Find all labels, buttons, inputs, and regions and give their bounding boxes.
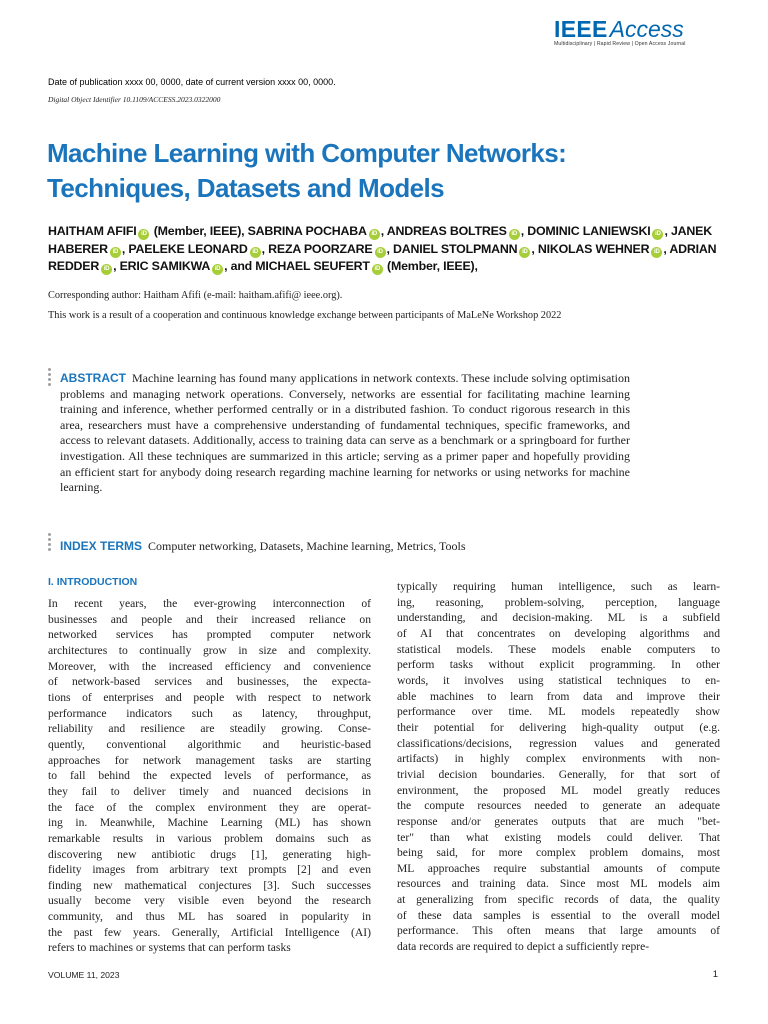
body-line: statistical models. These models enable computers to (397, 642, 720, 656)
author-name: , NIKOLAS WEHNER (531, 241, 650, 256)
body-line: reliability and resilience are steadily growing. Conse- (48, 722, 371, 736)
orcid-icon[interactable]: iD (651, 247, 662, 258)
abstract (60, 371, 630, 496)
body-line: the face of the complex environment they are operat- (48, 800, 371, 814)
orcid-icon[interactable]: iD (212, 264, 223, 275)
body-line: to fall behind the expected levels of performance, as (48, 769, 371, 783)
body-column-right (397, 579, 720, 955)
body-line: usually become very visible even beyond the research (48, 894, 371, 908)
body-line: of network-based services and businesses, the expecta- (48, 675, 371, 689)
paper-title (47, 136, 667, 206)
author-name: (Member, IEEE), (387, 259, 478, 273)
body-line: architectures to continually grow in size and complexity. (48, 643, 371, 657)
author-name: , JANEK HABERER (48, 224, 712, 256)
body-line: remarkable results in various problem domains such as (48, 831, 371, 845)
body-line: performance indicators such as latency, throughput, (48, 706, 371, 720)
body-line: In recent years, the ever-growing interconnection of (48, 597, 371, 610)
body-line: performance. This often means that large amounts of (397, 924, 720, 938)
author-list (48, 223, 728, 276)
body-line: able machines to learn from data and improve their (397, 689, 720, 703)
body-line: of these data samples is essential to the overall model (397, 908, 720, 922)
doi: Digital Object Identifier 10.1109/ACCESS.2023.0322000 (48, 95, 221, 104)
body-line: environment, the proposed ML model greatly reduces (397, 783, 720, 797)
body-line: perform tasks without explicit programming. In other (397, 658, 720, 672)
body-line: resources and training data. Since most ML models aim (397, 877, 720, 891)
body-line: being said, for more complex problem domains, most (397, 846, 720, 860)
body-line: quently, conventional algorithmic and heuristic-based (48, 737, 371, 751)
body-line: ing in. Meanwhile, Machine Learning (ML) has shown (48, 816, 371, 830)
orcid-icon[interactable]: iD (519, 247, 530, 258)
body-line: businesses and people and their increased reliance on (48, 612, 371, 626)
index-terms-text: Computer networking, Datasets, Machine learning, Metrics, Tools (148, 539, 466, 553)
title-line: Machine Learning with Computer Networks: (47, 138, 567, 168)
author-name: , DOMINIC LANIEWSKI (520, 224, 651, 238)
orcid-icon[interactable]: iD (375, 247, 386, 258)
body-line: tions of enterprises and people with respect to network (48, 690, 371, 704)
orcid-icon[interactable]: iD (652, 229, 663, 240)
body-line: performance over time. ML models repeatedly show (397, 705, 720, 719)
page-number: 1 (712, 969, 718, 980)
body-line: discovering new antibiotic drugs [1], generating high- (48, 847, 371, 861)
author-name: (Member, IEEE), SABRINA POCHABA (153, 224, 367, 238)
author-name: HAITHAM AFIFI (48, 224, 137, 238)
cooperation-note: This work is a result of a cooperation and continuous knowledge exchange between participants of MaLeNe Workshop 2022 (48, 310, 562, 321)
body-line: artifacts) in highly complex environments with non- (397, 752, 720, 766)
body-line: they fail to deliver timely and nuanced decisions in (48, 784, 371, 798)
abstract-text: Machine learning has found many applications in network contexts. These include solving optimisation problems and managing network operations. Conversely, networks are essential for facilitating machine learning training and inference, whether performed centrally or in a distributed fashion. To conduct rigorous research in this area, researchers must have a comprehensive understanding of fundamental techniques, specific frameworks, and access to relevant datasets. Additionally, access to training data can serve as a benchmark or a springboard for further investigation. All these techniques are summarized in this article; serving as a primer paper and hopefully providing an efficient start for anybody doing research regarding machine learning for networks or using networks for machine learning. (60, 371, 630, 495)
body-line: the past few years. Generally, Artificial Intelligence (AI) (48, 925, 371, 939)
body-line: of AI that concentrates on developing algorithms and (397, 626, 720, 640)
body-line: their potential for delivering high-quality output (e.g. (397, 720, 720, 734)
body-line: words, it involves using statistical techniques to en- (397, 673, 720, 687)
author-name: , ERIC SAMIKWA (113, 259, 211, 273)
body-line: fidelity images from arbitrary text prompts [2] and even (48, 863, 371, 877)
abstract-marker-icon (48, 368, 52, 388)
orcid-icon[interactable]: iD (250, 247, 261, 258)
body-column-left (48, 596, 371, 956)
body-line: Moreover, with the increased efficiency and convenience (48, 659, 371, 673)
author-name: , PAELEKE LEONARD (121, 241, 248, 256)
logo-access: Access (609, 16, 684, 42)
author-name: , ADRIAN REDDER (48, 241, 717, 273)
body-line: ing, reasoning, problem-solving, perception, language (397, 595, 720, 609)
author-name: , REZA POORZARE (261, 241, 373, 256)
body-line: networked services has prompted computer network (48, 628, 371, 642)
body-line: response and/or generates outputs that are much "bet- (397, 814, 720, 828)
body-line: classifications/decisions, regression values and generated (397, 736, 720, 750)
body-line: at generalizing from specific records of data, the quality (397, 893, 720, 907)
body-line: ML approaches require substantial amounts of compute (397, 861, 720, 875)
author-name: , and MICHAEL SEUFERT (224, 259, 370, 273)
body-line: data records are required to depict a sufficiently repre- (397, 940, 650, 954)
orcid-icon[interactable]: iD (110, 247, 121, 258)
journal-logo (554, 16, 714, 50)
orcid-icon[interactable]: iD (372, 264, 383, 275)
author-name: , ANDREAS BOLTRES (380, 224, 507, 238)
body-line: approaches for network management tasks are starting (48, 753, 371, 767)
author-name: , DANIEL STOLPMANN (386, 241, 518, 256)
body-line: refers to machines or systems that can perform tasks (48, 941, 291, 955)
section-heading: I. INTRODUCTION (48, 576, 138, 588)
abstract-label: ABSTRACT (60, 371, 126, 385)
logo-ieee: IEEE (554, 16, 608, 42)
index-terms-marker-icon (48, 533, 52, 553)
orcid-icon[interactable]: iD (369, 229, 380, 240)
corresponding-author: Corresponding author: Haitham Afifi (e-mail: haitham.afifi@ ieee.org). (48, 290, 343, 301)
orcid-icon[interactable]: iD (101, 264, 112, 275)
body-line: community, and thus ML has soared in popularity in (48, 910, 371, 924)
body-line: typically requiring human intelligence, such as learn- (397, 580, 720, 593)
logo-tagline: Multidisciplinary | Rapid Review | Open Access Journal (554, 41, 686, 47)
body-line: finding new mathematical conjectures [3]. Such successes (48, 878, 371, 892)
body-line: the compute resources needed to generate an adequate (397, 799, 720, 813)
footer-volume: VOLUME 11, 2023 (48, 970, 120, 980)
body-line: understanding, and decision-making. ML is a subfield (397, 611, 720, 625)
index-terms-label: INDEX TERMS (60, 539, 143, 553)
orcid-icon[interactable]: iD (509, 229, 520, 240)
title-line: Techniques, Datasets and Models (47, 173, 445, 203)
body-line: trivial decision boundaries. Generally, for that sort of (397, 767, 720, 781)
body-line: ter" than what existing models could deliver. That (397, 830, 720, 844)
index-terms (60, 539, 660, 554)
orcid-icon[interactable]: iD (138, 229, 149, 240)
publication-date: Date of publication xxxx 00, 0000, date of current version xxxx 00, 0000. (48, 77, 336, 87)
